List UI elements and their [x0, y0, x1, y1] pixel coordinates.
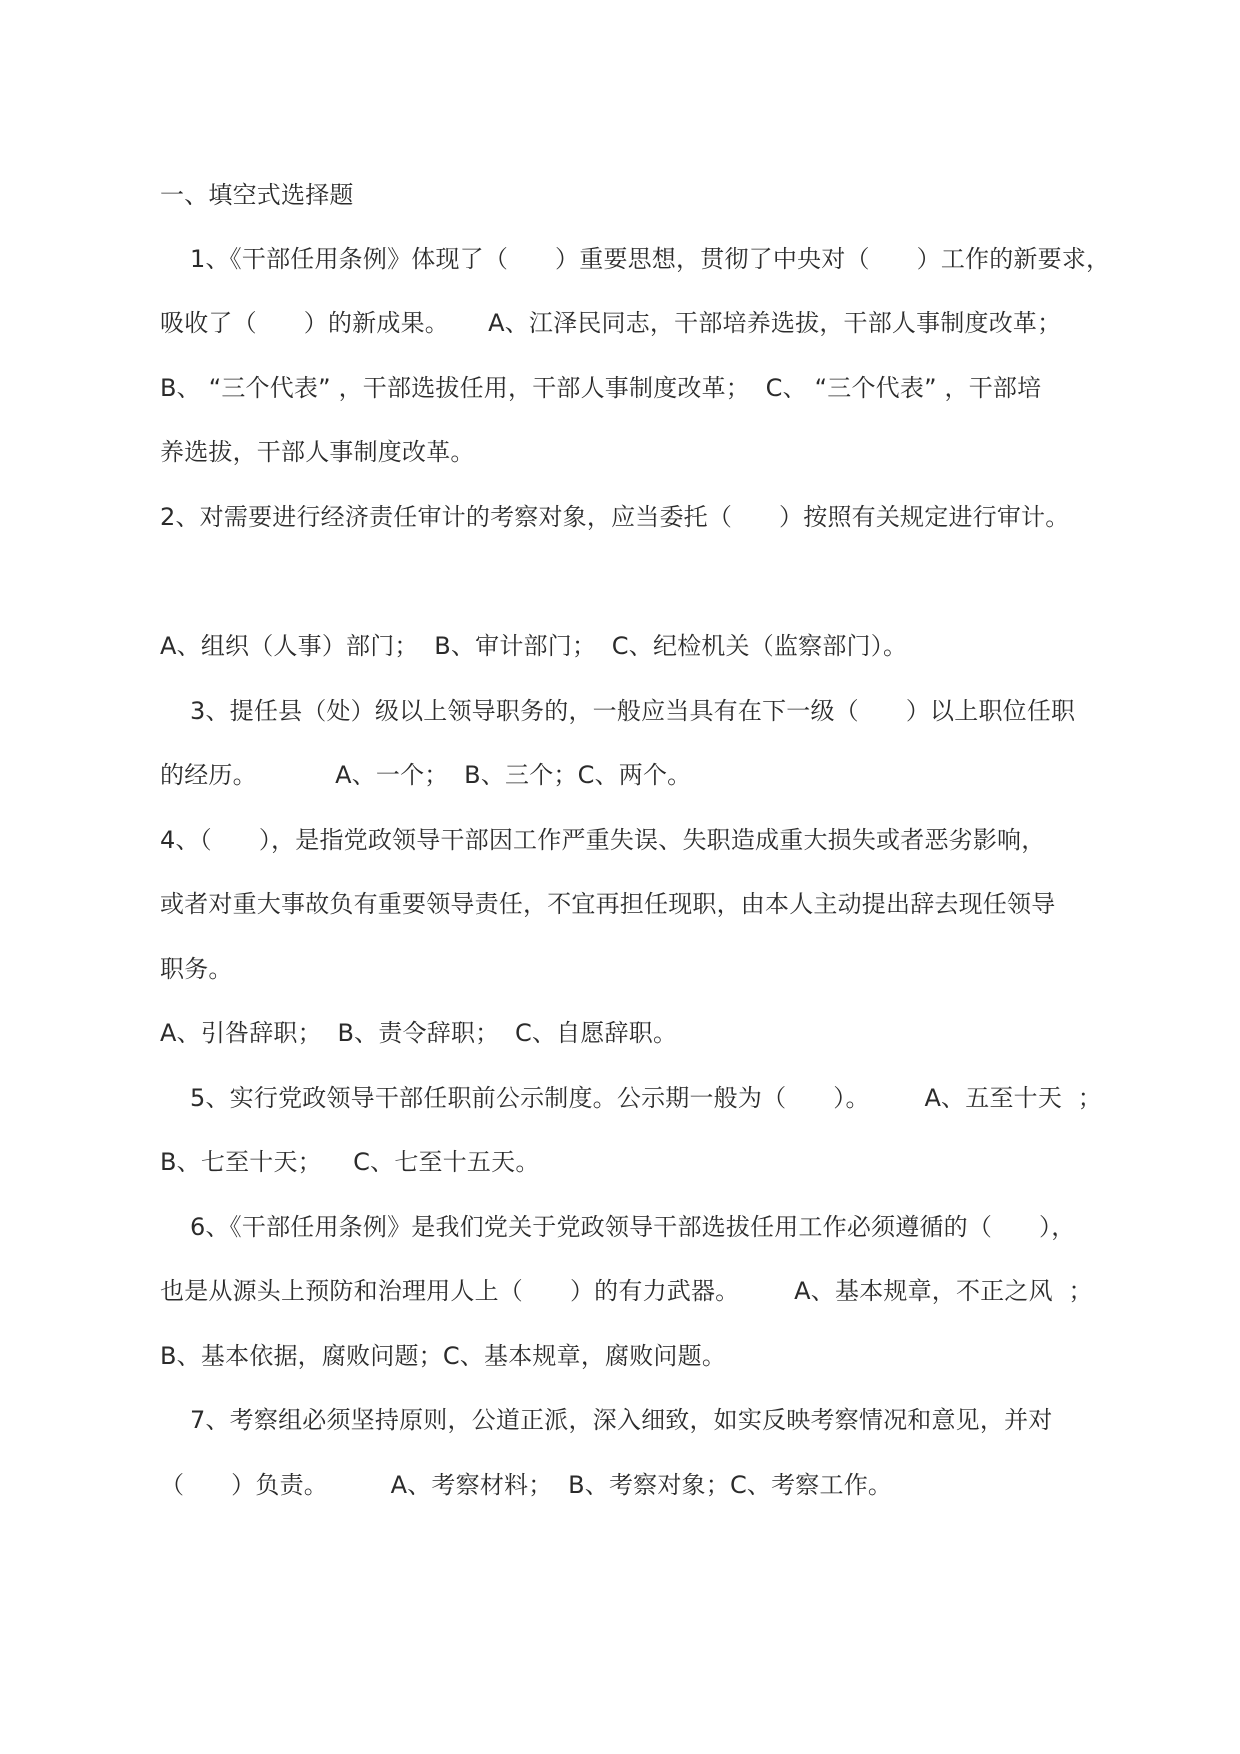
question-3-line-1: 3、提任县（处）级以上领导职务的，一般应当具有在下一级（ ）以上职位任职	[190, 697, 1076, 725]
question-2-line-1: 2、对需要进行经济责任审计的考察对象，应当委托（ ）按照有关规定进行审计。	[160, 503, 1070, 531]
question-1-line-2: 吸收了（ ）的新成果。 A、江泽民同志，干部培养选拔，干部人事制度改革；	[160, 309, 1062, 337]
question-5-line-2: B、七至十天； C、七至十五天。	[160, 1148, 540, 1176]
question-4-line-3: 职务。	[160, 955, 233, 983]
question-3-line-2: 的经历。 A、一个； B、三个；C、两个。	[160, 761, 692, 789]
question-7-line-2: （ ）负责。 A、考察材料； B、考察对象；C、考察工作。	[160, 1471, 893, 1499]
section-title: 一、填空式选择题	[160, 181, 354, 209]
question-1-line-4: 养选拔，干部人事制度改革。	[160, 438, 475, 466]
question-5-line-1: 5、实行党政领导干部任职前公示制度。公示期一般为（ ）。 A、五至十天 ；	[190, 1084, 1102, 1112]
question-2-options: A、组织（人事）部门； B、审计部门； C、纪检机关（监察部门）。	[160, 632, 908, 660]
question-1-line-3: B、 “三个代表” ，干部选拔任用，干部人事制度改革； C、 “三个代表” ，干部培	[160, 374, 1042, 402]
question-6-line-1: 6、《干部任用条例》是我们党关于党政领导干部选拔任用工作必须遵循的（ ），	[190, 1213, 1076, 1241]
question-6-line-2: 也是从源头上预防和治理用人上（ ）的有力武器。 A、基本规章，不正之风 ；	[160, 1277, 1093, 1305]
question-6-line-3: B、基本依据，腐败问题；C、基本规章，腐败问题。	[160, 1342, 727, 1370]
question-1-line-1: 1、《干部任用条例》体现了（ ）重要思想，贯彻了中央对（ ）工作的新要求，	[190, 245, 1111, 273]
question-4-options: A、引咎辞职； B、责令辞职； C、自愿辞职。	[160, 1019, 678, 1047]
question-4-line-2: 或者对重大事故负有重要领导责任，不宜再担任现职，由本人主动提出辞去现任领导	[160, 890, 1056, 918]
question-4-line-1: 4、（ ），是指党政领导干部因工作严重失误、失职造成重大损失或者恶劣影响，	[160, 826, 1046, 854]
question-7-line-1: 7、考察组必须坚持原则，公道正派，深入细致，如实反映考察情况和意见，并对	[190, 1406, 1053, 1434]
